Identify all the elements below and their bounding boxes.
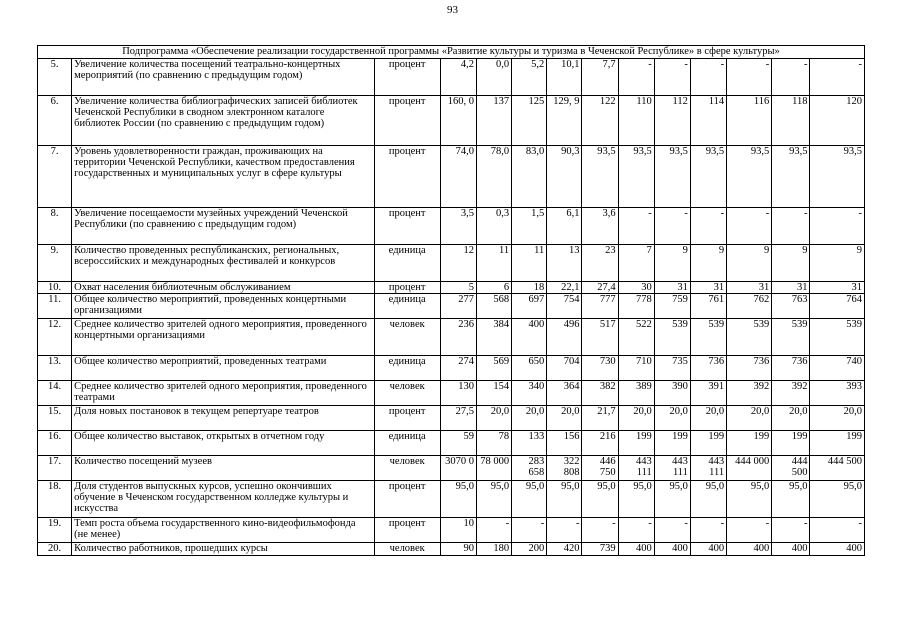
value-cell: 539	[772, 319, 810, 356]
value-cell: 444 000	[727, 456, 772, 481]
table-row	[38, 456, 865, 481]
value-cell: 112	[654, 96, 690, 146]
value-cell: 95,0	[690, 481, 726, 518]
value-cell: 180	[476, 543, 511, 556]
value-cell: 710	[618, 356, 654, 381]
value-cell: 23	[582, 245, 618, 282]
unit-cell: процент	[374, 59, 440, 96]
value-cell: 95,0	[440, 481, 476, 518]
value-cell: 90,3	[547, 146, 582, 208]
value-cell: 93,5	[727, 146, 772, 208]
row-number: 20.	[38, 543, 72, 556]
row-number: 9.	[38, 245, 72, 282]
table-row	[38, 406, 865, 431]
table-caption: Подпрограмма «Обеспечение реализации государственной программы «Развитие культуры и туризма в Чеченской Республике» в сфере культуры»	[38, 46, 865, 59]
value-cell: 778	[618, 294, 654, 319]
value-cell: -	[810, 518, 865, 543]
value-cell: 120	[810, 96, 865, 146]
value-cell: -	[618, 518, 654, 543]
value-cell: 761	[690, 294, 726, 319]
indicator-name: Доля студентов выпускных курсов, успешно окончивших обучение в Чеченском государственном колледже культуры и искусства	[72, 481, 374, 518]
value-cell: 10	[440, 518, 476, 543]
value-cell: 90	[440, 543, 476, 556]
value-cell: 9	[690, 245, 726, 282]
value-cell: 539	[690, 319, 726, 356]
value-cell: 118	[772, 96, 810, 146]
value-cell: 11	[512, 245, 547, 282]
value-cell: 93,5	[654, 146, 690, 208]
value-cell: -	[772, 518, 810, 543]
value-cell: 539	[810, 319, 865, 356]
indicator-name: Общее количество выставок, открытых в отчетном году	[72, 431, 374, 456]
value-cell: 11	[476, 245, 511, 282]
value-cell: 20,0	[476, 406, 511, 431]
value-cell: -	[690, 518, 726, 543]
value-cell: -	[476, 518, 511, 543]
value-cell: -	[727, 208, 772, 245]
value-cell: 130	[440, 381, 476, 406]
unit-cell: процент	[374, 481, 440, 518]
table-row	[38, 294, 865, 319]
value-cell: 13	[547, 245, 582, 282]
row-number: 16.	[38, 431, 72, 456]
indicator-name: Количество проведенных республиканских, региональных, всероссийских и международных фестивалей и конкурсов	[72, 245, 374, 282]
value-cell: 93,5	[810, 146, 865, 208]
value-cell: 400	[690, 543, 726, 556]
row-number: 6.	[38, 96, 72, 146]
indicator-name: Увеличение количества библиографических записей библиотек Чеченской Республики в сводном электронном каталоге библиотек России (по сравнению с предыдущим годом)	[72, 96, 374, 146]
row-number: 5.	[38, 59, 72, 96]
row-number: 15.	[38, 406, 72, 431]
value-cell: 322 808	[547, 456, 582, 481]
value-cell: 0,3	[476, 208, 511, 245]
value-cell: 283 658	[512, 456, 547, 481]
value-cell: 199	[654, 431, 690, 456]
value-cell: 730	[582, 356, 618, 381]
indicator-name: Общее количество мероприятий, проведенных концертными организациями	[72, 294, 374, 319]
value-cell: 391	[690, 381, 726, 406]
value-cell: 340	[512, 381, 547, 406]
value-cell: -	[772, 208, 810, 245]
value-cell: 539	[654, 319, 690, 356]
value-cell: -	[690, 208, 726, 245]
value-cell: 31	[690, 282, 726, 294]
value-cell: 539	[727, 319, 772, 356]
value-cell: 764	[810, 294, 865, 319]
value-cell: 3,5	[440, 208, 476, 245]
value-cell: 5	[440, 282, 476, 294]
value-cell: 3,6	[582, 208, 618, 245]
table-row	[38, 282, 865, 294]
value-cell: 30	[618, 282, 654, 294]
table-row	[38, 59, 865, 96]
value-cell: -	[727, 518, 772, 543]
value-cell: 74,0	[440, 146, 476, 208]
value-cell: 154	[476, 381, 511, 406]
value-cell: 384	[476, 319, 511, 356]
value-cell: 236	[440, 319, 476, 356]
value-cell: -	[772, 59, 810, 96]
indicator-name: Общее количество мероприятий, проведенных театрами	[72, 356, 374, 381]
value-cell: 517	[582, 319, 618, 356]
row-number: 7.	[38, 146, 72, 208]
value-cell: 95,0	[654, 481, 690, 518]
value-cell: 382	[582, 381, 618, 406]
value-cell: 18	[512, 282, 547, 294]
value-cell: 20,0	[727, 406, 772, 431]
value-cell: 443 111	[618, 456, 654, 481]
value-cell: 754	[547, 294, 582, 319]
value-cell: 1,5	[512, 208, 547, 245]
value-cell: 10,1	[547, 59, 582, 96]
value-cell: 199	[772, 431, 810, 456]
value-cell: -	[618, 59, 654, 96]
unit-cell: единица	[374, 245, 440, 282]
value-cell: 20,0	[772, 406, 810, 431]
value-cell: 389	[618, 381, 654, 406]
value-cell: 9	[772, 245, 810, 282]
table-row	[38, 481, 865, 518]
value-cell: 59	[440, 431, 476, 456]
value-cell: 12	[440, 245, 476, 282]
value-cell: 736	[727, 356, 772, 381]
value-cell: 392	[727, 381, 772, 406]
unit-cell: процент	[374, 406, 440, 431]
value-cell: 95,0	[727, 481, 772, 518]
row-number: 13.	[38, 356, 72, 381]
value-cell: 739	[582, 543, 618, 556]
value-cell: 568	[476, 294, 511, 319]
unit-cell: человек	[374, 381, 440, 406]
value-cell: 21,7	[582, 406, 618, 431]
row-number: 18.	[38, 481, 72, 518]
unit-cell: процент	[374, 208, 440, 245]
value-cell: 0,0	[476, 59, 511, 96]
value-cell: 569	[476, 356, 511, 381]
indicators-table	[37, 45, 865, 556]
table-row	[38, 319, 865, 356]
indicator-name: Среднее количество зрителей одного мероприятия, проведенного концертными организациями	[72, 319, 374, 356]
row-number: 19.	[38, 518, 72, 543]
value-cell: 114	[690, 96, 726, 146]
value-cell: 443 111	[654, 456, 690, 481]
value-cell: 20,0	[618, 406, 654, 431]
value-cell: 93,5	[618, 146, 654, 208]
unit-cell: процент	[374, 282, 440, 294]
value-cell: 31	[654, 282, 690, 294]
value-cell: 496	[547, 319, 582, 356]
value-cell: 735	[654, 356, 690, 381]
value-cell: 20,0	[512, 406, 547, 431]
value-cell: 78 000	[476, 456, 511, 481]
value-cell: 444 500	[772, 456, 810, 481]
value-cell: 736	[690, 356, 726, 381]
value-cell: 125	[512, 96, 547, 146]
value-cell: 759	[654, 294, 690, 319]
value-cell: 133	[512, 431, 547, 456]
value-cell: 199	[810, 431, 865, 456]
value-cell: 31	[810, 282, 865, 294]
value-cell: 777	[582, 294, 618, 319]
value-cell: 31	[772, 282, 810, 294]
value-cell: 122	[582, 96, 618, 146]
value-cell: 199	[727, 431, 772, 456]
value-cell: 697	[512, 294, 547, 319]
value-cell: 446 750	[582, 456, 618, 481]
value-cell: 116	[727, 96, 772, 146]
row-number: 10.	[38, 282, 72, 294]
value-cell: 6	[476, 282, 511, 294]
table-caption-row	[38, 46, 865, 59]
value-cell: 95,0	[512, 481, 547, 518]
value-cell: 31	[727, 282, 772, 294]
unit-cell: единица	[374, 294, 440, 319]
value-cell: 27,5	[440, 406, 476, 431]
value-cell: 443 111	[690, 456, 726, 481]
value-cell: 390	[654, 381, 690, 406]
value-cell: -	[582, 518, 618, 543]
unit-cell: единица	[374, 431, 440, 456]
table-row	[38, 245, 865, 282]
unit-cell: человек	[374, 319, 440, 356]
value-cell: 400	[618, 543, 654, 556]
value-cell: -	[654, 208, 690, 245]
table-row	[38, 381, 865, 406]
value-cell: 93,5	[690, 146, 726, 208]
value-cell: 95,0	[772, 481, 810, 518]
table-row	[38, 431, 865, 456]
value-cell: 93,5	[772, 146, 810, 208]
value-cell: 736	[772, 356, 810, 381]
value-cell: 740	[810, 356, 865, 381]
value-cell: -	[547, 518, 582, 543]
indicator-name: Увеличение посещаемости музейных учреждений Чеченской Республики (по сравнению с предыдущим годом)	[72, 208, 374, 245]
value-cell: 393	[810, 381, 865, 406]
value-cell: 129, 9	[547, 96, 582, 146]
value-cell: 6,1	[547, 208, 582, 245]
value-cell: 199	[690, 431, 726, 456]
value-cell: -	[810, 208, 865, 245]
value-cell: 78,0	[476, 146, 511, 208]
value-cell: 20,0	[654, 406, 690, 431]
value-cell: -	[618, 208, 654, 245]
row-number: 11.	[38, 294, 72, 319]
value-cell: 9	[727, 245, 772, 282]
value-cell: 400	[772, 543, 810, 556]
value-cell: 420	[547, 543, 582, 556]
value-cell: 93,5	[582, 146, 618, 208]
value-cell: 27,4	[582, 282, 618, 294]
value-cell: 4,2	[440, 59, 476, 96]
value-cell: 95,0	[618, 481, 654, 518]
value-cell: 200	[512, 543, 547, 556]
value-cell: 20,0	[690, 406, 726, 431]
table-row	[38, 543, 865, 556]
unit-cell: единица	[374, 356, 440, 381]
value-cell: -	[512, 518, 547, 543]
value-cell: 137	[476, 96, 511, 146]
unit-cell: процент	[374, 96, 440, 146]
indicator-name: Количество работников, прошедших курсы	[72, 543, 374, 556]
indicator-name: Уровень удовлетворенности граждан, проживающих на территории Чеченской Республики, качеством предоставления государственных и муниципальных услуг в сфере культуры	[72, 146, 374, 208]
indicator-name: Количество посещений музеев	[72, 456, 374, 481]
value-cell: 392	[772, 381, 810, 406]
value-cell: 110	[618, 96, 654, 146]
indicator-name: Среднее количество зрителей одного мероприятия, проведенного театрами	[72, 381, 374, 406]
value-cell: 156	[547, 431, 582, 456]
value-cell: 7	[618, 245, 654, 282]
value-cell: 704	[547, 356, 582, 381]
value-cell: 83,0	[512, 146, 547, 208]
table-row	[38, 356, 865, 381]
indicator-name: Охват населения библиотечным обслуживанием	[72, 282, 374, 294]
value-cell: 78	[476, 431, 511, 456]
page-number: 93	[447, 4, 458, 16]
value-cell: 95,0	[476, 481, 511, 518]
value-cell: 364	[547, 381, 582, 406]
unit-cell: процент	[374, 518, 440, 543]
value-cell: 763	[772, 294, 810, 319]
value-cell: 22,1	[547, 282, 582, 294]
value-cell: 95,0	[547, 481, 582, 518]
value-cell: 216	[582, 431, 618, 456]
value-cell: 20,0	[547, 406, 582, 431]
value-cell: 277	[440, 294, 476, 319]
row-number: 14.	[38, 381, 72, 406]
indicator-name: Увеличение количества посещений театрально-концертных мероприятий (по сравнению с предыдущим годом)	[72, 59, 374, 96]
table-row	[38, 208, 865, 245]
value-cell: 9	[810, 245, 865, 282]
value-cell: 444 500	[810, 456, 865, 481]
value-cell: 400	[810, 543, 865, 556]
value-cell: 9	[654, 245, 690, 282]
row-number: 17.	[38, 456, 72, 481]
value-cell: 400	[654, 543, 690, 556]
value-cell: 95,0	[810, 481, 865, 518]
indicator-name: Доля новых постановок в текущем репертуаре театров	[72, 406, 374, 431]
value-cell: -	[727, 59, 772, 96]
table-row	[38, 146, 865, 208]
row-number: 12.	[38, 319, 72, 356]
indicator-name: Темп роста объема государственного кино-видеофильмофонда (не менее)	[72, 518, 374, 543]
value-cell: 3070 0	[440, 456, 476, 481]
value-cell: 400	[512, 319, 547, 356]
table-row	[38, 96, 865, 146]
row-number: 8.	[38, 208, 72, 245]
value-cell: 7,7	[582, 59, 618, 96]
value-cell: 199	[618, 431, 654, 456]
value-cell: -	[654, 59, 690, 96]
value-cell: 274	[440, 356, 476, 381]
value-cell: 95,0	[582, 481, 618, 518]
unit-cell: человек	[374, 456, 440, 481]
unit-cell: процент	[374, 146, 440, 208]
value-cell: 160, 0	[440, 96, 476, 146]
unit-cell: человек	[374, 543, 440, 556]
value-cell: 5,2	[512, 59, 547, 96]
value-cell: -	[690, 59, 726, 96]
value-cell: 762	[727, 294, 772, 319]
value-cell: -	[810, 59, 865, 96]
table-row	[38, 518, 865, 543]
value-cell: 522	[618, 319, 654, 356]
value-cell: 650	[512, 356, 547, 381]
value-cell: -	[654, 518, 690, 543]
value-cell: 20,0	[810, 406, 865, 431]
value-cell: 400	[727, 543, 772, 556]
